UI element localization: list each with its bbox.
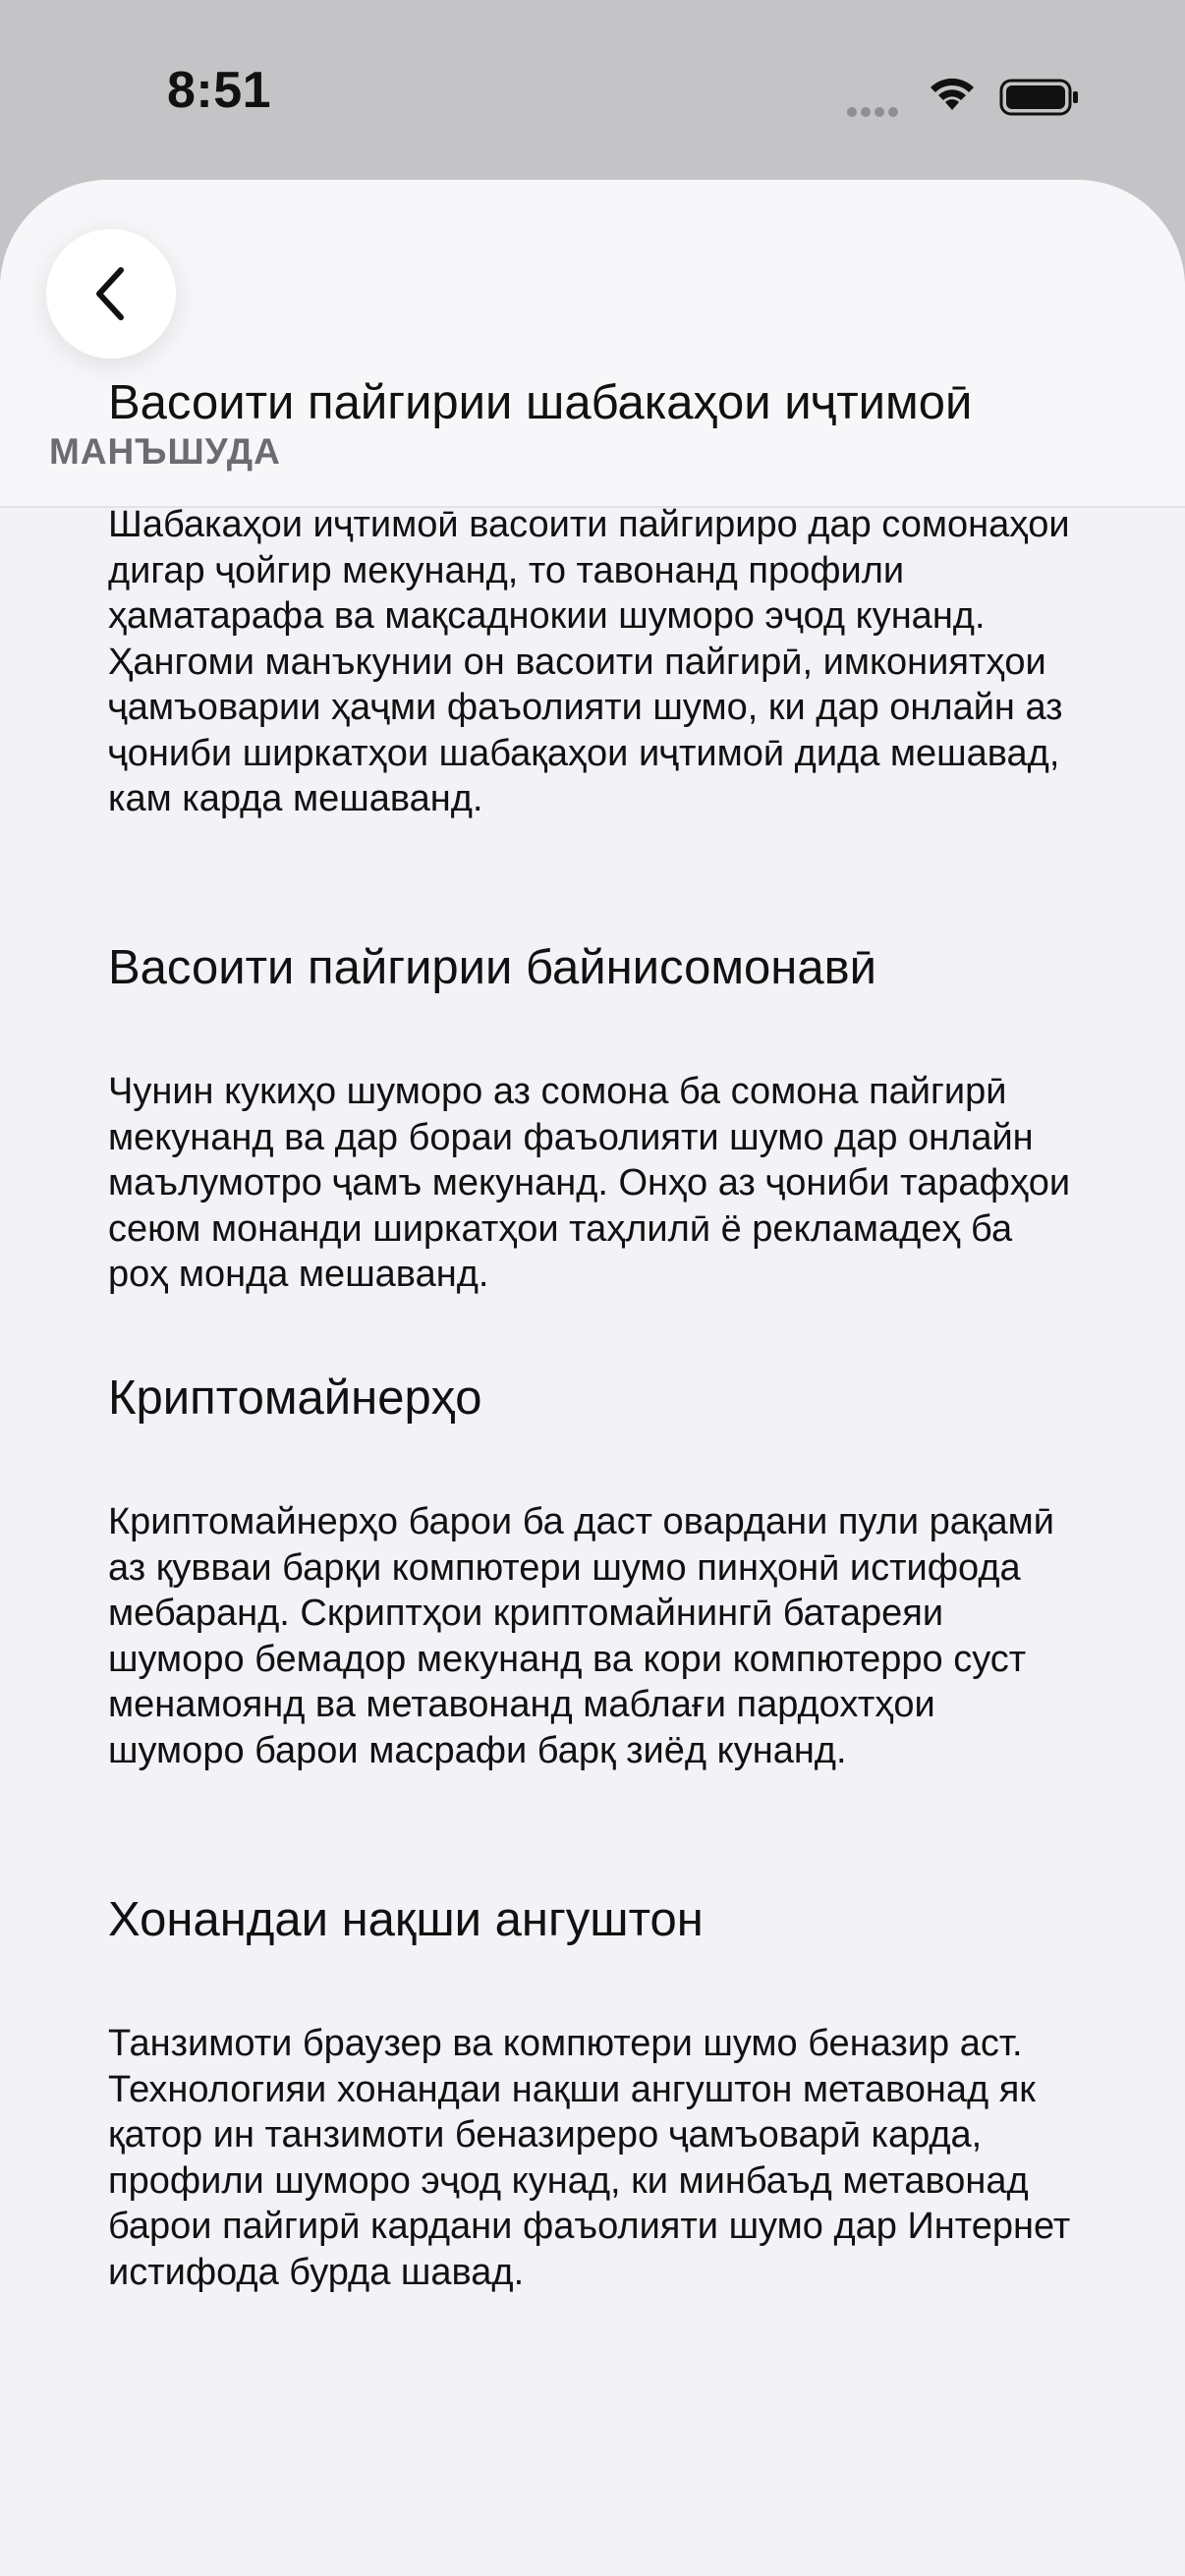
- chevron-left-icon: [89, 264, 133, 323]
- item-body-fingerprinters: Танзимоти браузер ва компютери шумо беназир аст. Технологияи хонандаи нақши ангуштон метавонад як қатор ин танзимоти беназиреро ҷамъоварӣ карда, профили шуморо эҷод кунад, ки минбаъд метавонад барои пайгирӣ кардани фаъолияти шумо дар Интернет истифода бурда шавад.: [108, 2023, 1071, 2293]
- item-body-social-trackers: Шабакаҳои иҷтимоӣ васоити пайгириро дар сомонаҳои дигар ҷойгир мекунанд, то тавонанд профили ҳаматарафа ва мақсаднокии шуморо эҷод кунанд. Ҳангоми манъкунии он васоити пайгирӣ, имкониятҳои ҷамъоварии ҳаҷми фаъолияти шумо, ки дар онлайн аз ҷониби ширкатҳои шабақаҳои иҷтимоӣ дида мешавад, кам карда мешаванд.: [108, 504, 1070, 819]
- item-title-fingerprinters: Хонандаи нақши ангуштон: [108, 1893, 704, 1946]
- item-title-cross-site-trackers: Васоити пайгирии байнисомонавӣ: [108, 941, 876, 994]
- item-body-cross-site-trackers: Чунин кукиҳо шуморо аз сомона ба сомона пайгирӣ мекунанд ва дар бораи фаъолияти шумо дар онлайн маълумотро ҷамъ мекунанд. Онҳо аз ҷониби тарафҳои сеюм монанди ширкатҳои таҳлилӣ ё рекламадеҳ ба роҳ монда мешаванд.: [108, 1071, 1071, 1295]
- sheet-header: [0, 180, 1185, 508]
- back-button[interactable]: [46, 229, 176, 359]
- item-title-social-trackers: Васоити пайгирии шабакаҳои иҷтимоӣ: [108, 376, 973, 429]
- wifi-icon: [926, 75, 979, 114]
- item-title-cryptominers: Криптомайнерҳо: [108, 1372, 482, 1425]
- item-body-cryptominers: Криптомайнерҳо барои ба даст овардани пули рақамӣ аз қувваи барқи компютери шумо пинҳонӣ истифода мебаранд. Скриптҳои криптомайнингӣ батареяи шуморо бемадор мекунанд ва кори компютерро суст менамоянд ва метавонанд маблағи пардохтҳои шуморо барои масрафи барқ зиёд кунанд.: [108, 1501, 1054, 1771]
- battery-icon: [999, 79, 1080, 116]
- status-time: 8:51: [167, 62, 272, 119]
- status-icons: [847, 71, 1083, 120]
- cellular-signal-icon: [847, 104, 902, 122]
- status-bar: [0, 0, 1185, 187]
- section-label: МАНЪШУДА: [49, 431, 281, 472]
